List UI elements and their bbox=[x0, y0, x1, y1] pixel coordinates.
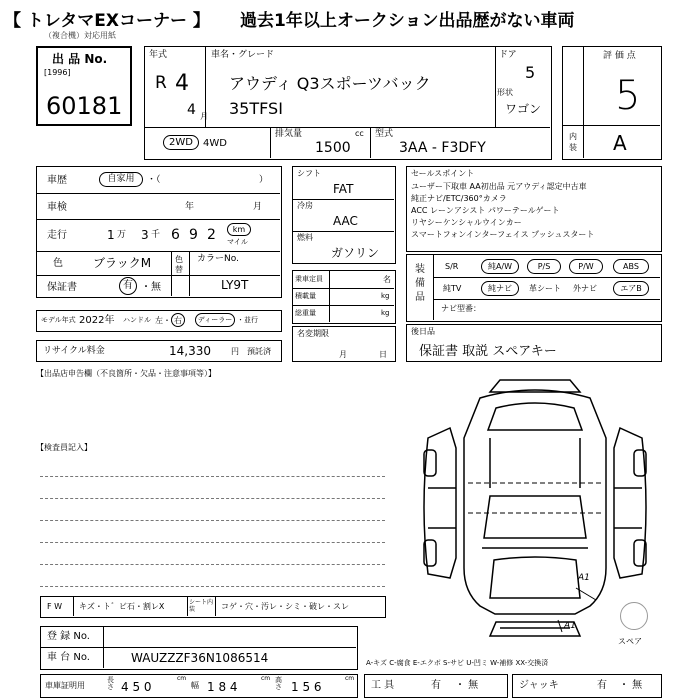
drivetrain-box bbox=[292, 166, 396, 264]
sales-line-2: 純正ナビ/ETC/360°カメラ bbox=[411, 194, 507, 203]
model-year-value: 2022年 bbox=[79, 315, 115, 326]
sales-line-1: ユーザー下取車 AA初出品 元アウディ認定中古車 bbox=[411, 182, 587, 191]
recycle-value: 14,330 bbox=[169, 344, 211, 358]
capacity-box bbox=[292, 270, 396, 324]
equip-leather: 革シート bbox=[529, 284, 561, 293]
cert-row bbox=[40, 674, 358, 698]
inspection-year: 年 bbox=[185, 202, 195, 212]
type-label: 型式 bbox=[375, 129, 394, 139]
sales-points-box bbox=[406, 166, 662, 252]
cooling-value: AAC bbox=[333, 214, 358, 228]
equip-pw: P/W bbox=[569, 259, 603, 274]
jack-label: ジャッキ bbox=[519, 680, 559, 691]
recycle-label: リサイクル料金 bbox=[43, 346, 105, 356]
inspector-lines bbox=[40, 458, 385, 588]
score-box bbox=[562, 46, 662, 160]
mark-a1-right: A1 bbox=[578, 573, 590, 583]
cert-h: 1 5 6 bbox=[291, 680, 322, 694]
change-date-day: 日 bbox=[379, 350, 387, 359]
cert-w: 1 8 4 bbox=[207, 680, 238, 694]
banner bbox=[0, 0, 700, 32]
tools-label: 工 具 bbox=[371, 680, 395, 691]
color-repaint: 色替 bbox=[175, 255, 183, 274]
equip-ext-navi: 外ナビ bbox=[573, 284, 597, 293]
shift-label: シフト bbox=[297, 169, 321, 178]
year-month-unit: 月 bbox=[200, 112, 208, 121]
fw-items: キズ・ト゛ビ石・割レX bbox=[79, 602, 165, 611]
cert-l-unit: cm bbox=[177, 675, 187, 682]
paper-note: （複合機）対応用紙 bbox=[44, 31, 116, 40]
mark-a1-rear: A1 bbox=[564, 621, 576, 631]
warranty-no: ・無 bbox=[141, 282, 161, 293]
interior-label: 内装 bbox=[569, 132, 577, 153]
model-year-row bbox=[36, 310, 282, 332]
displacement-label: 排気量 bbox=[275, 129, 303, 139]
equip-navi-type: ナビ型番： bbox=[441, 304, 481, 313]
color-code-label: カラーNo. bbox=[197, 254, 239, 264]
inspector-note: 【検査員記入】 bbox=[36, 443, 92, 452]
recycle-unit: 円 bbox=[231, 347, 239, 356]
parallel: ・並行 bbox=[237, 316, 258, 324]
equip-aw: 純A/W bbox=[481, 259, 519, 274]
cert-w-label: 幅 bbox=[191, 681, 199, 690]
recycle-deposit: 預託済 bbox=[247, 347, 271, 356]
recycle-row bbox=[36, 340, 282, 362]
damage-legend: A-キズ C-腐食 E-エクボ S-サビ U-凹ミ W-補修 XX-交換済 bbox=[366, 659, 549, 667]
floor-row bbox=[40, 596, 386, 618]
equipment-box bbox=[406, 254, 662, 322]
banner-right: 過去1年以上オークション出品歴がない車両 bbox=[240, 11, 575, 31]
jack-box bbox=[512, 674, 662, 698]
drive-2wd: 2WD bbox=[163, 135, 199, 150]
mileage-d1: 1 bbox=[107, 228, 115, 242]
history-close: ） bbox=[259, 175, 269, 185]
chassis-value: WAUZZZF36N1086514 bbox=[131, 651, 269, 665]
body-shape-value: ワゴン bbox=[505, 102, 542, 116]
inspection-month: 月 bbox=[253, 202, 263, 212]
mileage-d2: 3 bbox=[141, 228, 149, 242]
top-info bbox=[144, 46, 552, 160]
equip-sr: S/R bbox=[445, 262, 459, 271]
fuel-value: ガソリン bbox=[331, 246, 380, 260]
equip-navi: 純ナビ bbox=[481, 281, 519, 296]
after-label: 後日品 bbox=[411, 327, 435, 336]
history-private: 自家用 bbox=[99, 172, 143, 187]
dealer-circle: ディーラー bbox=[195, 313, 235, 327]
fuel-label: 燃料 bbox=[297, 233, 313, 242]
lot-label: 出 品 No. bbox=[52, 52, 108, 66]
spare-label: スペア bbox=[618, 637, 642, 646]
color-code: LY9T bbox=[221, 278, 249, 292]
warranty-yes: 有 bbox=[123, 280, 133, 291]
load-unit: kg bbox=[381, 292, 390, 300]
registration-box bbox=[40, 626, 358, 670]
jack-no: ・ 無 bbox=[619, 680, 643, 691]
handle-right: 右 bbox=[174, 316, 182, 325]
history-rest: ・（ bbox=[147, 175, 161, 185]
equip-airbag: エアB bbox=[613, 281, 649, 296]
banner-left: 【 トレタマEXコーナー 】 bbox=[4, 11, 210, 31]
change-date-label: 名変期限 bbox=[297, 329, 329, 338]
drive-4wd: 4WD bbox=[203, 138, 227, 149]
gross-label: 総重量 bbox=[295, 309, 316, 317]
fw-label: F W bbox=[47, 602, 63, 611]
year-month: 4 bbox=[187, 102, 196, 118]
equip-tv: 純TV bbox=[443, 284, 462, 293]
chassis-label: 車 台 No. bbox=[47, 652, 90, 663]
sales-line-4: リヤシーケンシャルウインカー bbox=[411, 218, 522, 227]
equip-ps: P/S bbox=[527, 259, 561, 274]
mileage-mile: マイル bbox=[227, 238, 248, 246]
year-value: 4 bbox=[175, 71, 189, 96]
doors-label: ドア bbox=[499, 50, 517, 60]
seat-items: コゲ・穴・汚レ・シミ・破レ・スレ bbox=[221, 602, 349, 611]
sales-line-5: スマートフォンインターフェイス プッシュスタート bbox=[411, 230, 595, 239]
mileage-label: 走行 bbox=[47, 230, 67, 241]
history-label: 車歴 bbox=[47, 175, 67, 186]
mileage-u1: 万 bbox=[117, 230, 127, 240]
handle-left: 左・ bbox=[155, 316, 171, 325]
year-era: R bbox=[155, 73, 167, 93]
tools-yes: 有 bbox=[431, 680, 441, 691]
after-items-box bbox=[406, 324, 662, 362]
mileage-d5: 2 bbox=[207, 227, 216, 243]
after-value: 保証書 取説 スペアキー bbox=[419, 344, 557, 359]
sales-line-3: ACC レーンアシスト パワーテールゲート bbox=[411, 206, 560, 215]
sales-points-label: セールスポイント bbox=[411, 169, 475, 178]
interior-value: A bbox=[613, 131, 627, 155]
capacity-unit: 名 bbox=[383, 275, 391, 284]
cert-h-label: 高さ bbox=[275, 676, 282, 691]
mileage-d3: 6 bbox=[171, 227, 180, 243]
cert-w-unit: cm bbox=[261, 675, 271, 682]
shift-value: FAT bbox=[333, 182, 354, 196]
registration-label: 登 録 No. bbox=[47, 631, 90, 642]
cert-label: 車庫証明用 bbox=[45, 681, 85, 690]
seat-label: シート内装 bbox=[189, 599, 214, 614]
cooling-label: 冷房 bbox=[297, 201, 313, 210]
body-shape-label: 形状 bbox=[497, 88, 513, 97]
type-value: 3AA - F3DFY bbox=[399, 140, 486, 156]
model-label: 車名・グレード bbox=[211, 50, 275, 60]
lot-number: 60181 bbox=[46, 92, 123, 120]
capacity-label: 乗車定員 bbox=[295, 275, 323, 283]
equipment-label: 装備品 bbox=[415, 264, 425, 303]
color-label: 色 bbox=[53, 258, 63, 269]
warranty-label: 保証書 bbox=[47, 282, 77, 293]
doors-value: 5 bbox=[525, 63, 536, 82]
cert-l-label: 長さ bbox=[107, 676, 114, 691]
handle-label: ハンドル bbox=[123, 316, 151, 324]
vehicle-info bbox=[36, 166, 282, 298]
exhibitor-note: 【出品店申告欄（不良箇所・欠品・注意事項等）】 bbox=[36, 369, 216, 378]
score-value: 5 bbox=[615, 73, 641, 119]
inspection-label: 車検 bbox=[47, 202, 67, 213]
score-label: 評 価 点 bbox=[603, 51, 636, 61]
spare-tire-icon bbox=[620, 602, 648, 630]
lot-tag: [1996] bbox=[44, 68, 71, 77]
tools-box bbox=[364, 674, 508, 698]
lot-box bbox=[36, 46, 132, 126]
model-grade: 35TFSI bbox=[229, 99, 283, 118]
load-label: 積載量 bbox=[295, 292, 316, 300]
cert-h-unit: cm bbox=[345, 675, 355, 682]
mileage-u2: 千 bbox=[151, 230, 161, 240]
jack-yes: 有 bbox=[597, 680, 607, 691]
displacement-value: 1500 bbox=[315, 140, 351, 156]
change-date-month: 月 bbox=[339, 350, 347, 359]
tools-no: ・ 無 bbox=[455, 680, 479, 691]
mileage-d4: 9 bbox=[189, 227, 198, 243]
change-date-box bbox=[292, 326, 396, 362]
cert-l: 4 5 0 bbox=[121, 680, 152, 694]
color-value: ブラックM bbox=[93, 256, 152, 270]
model-year-label: モデル年式 bbox=[41, 316, 76, 324]
year-label: 年式 bbox=[149, 50, 168, 60]
model-name: アウディ Q3スポーツバック bbox=[229, 74, 431, 93]
displacement-unit: cc bbox=[355, 129, 364, 138]
gross-unit: kg bbox=[381, 309, 390, 317]
mileage-km: km bbox=[227, 223, 251, 236]
equip-abs: ABS bbox=[613, 259, 649, 274]
